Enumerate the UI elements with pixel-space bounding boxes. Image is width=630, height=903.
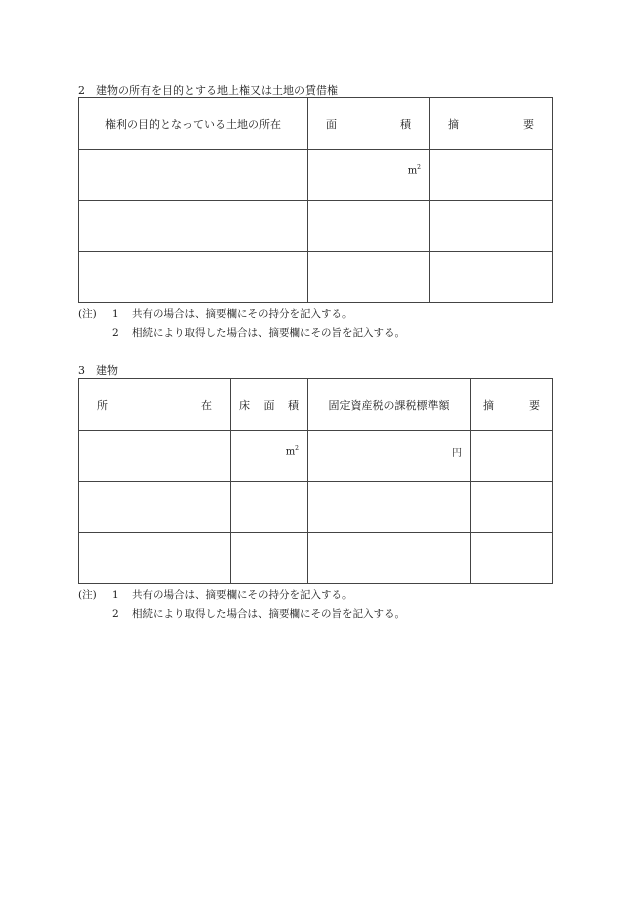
section2-remarks-cell[interactable] bbox=[430, 150, 553, 201]
section2-note-1: (注) 1 共有の場合は、摘要欄にその持分を記入する。 bbox=[78, 308, 353, 320]
section3-remarks-cell[interactable] bbox=[471, 533, 553, 584]
section2-area-cell[interactable] bbox=[308, 201, 430, 252]
section2-note-2: 2 相続により取得した場合は、摘要欄にその旨を記入する。 bbox=[112, 327, 405, 339]
table-row bbox=[79, 150, 553, 201]
section3-tax-value-cell[interactable] bbox=[308, 482, 471, 533]
section2-header-row bbox=[79, 98, 553, 150]
section3-note-2: 2 相続により取得した場合は、摘要欄にその旨を記入する。 bbox=[112, 608, 405, 620]
section3-location-cell[interactable] bbox=[79, 482, 231, 533]
section3-remarks-cell[interactable] bbox=[471, 431, 553, 482]
table-row bbox=[79, 431, 553, 482]
section3-header-location: 所 在 bbox=[79, 379, 231, 431]
section2-table bbox=[78, 97, 553, 303]
section2-header-remarks: 摘 要 bbox=[430, 98, 553, 150]
section3-header-floor-area: 床 面 積 bbox=[231, 379, 308, 431]
section2-area-cell[interactable] bbox=[308, 150, 430, 201]
section2-location-cell[interactable] bbox=[79, 252, 308, 303]
section3-location-cell[interactable] bbox=[79, 533, 231, 584]
section3-tax-value-cell[interactable] bbox=[308, 533, 471, 584]
section2-location-cell[interactable] bbox=[79, 201, 308, 252]
section3-remarks-cell[interactable] bbox=[471, 482, 553, 533]
section2-heading: 2 建物の所有を目的とする地上権又は土地の賃借権 bbox=[78, 84, 338, 97]
section3-table bbox=[78, 378, 553, 584]
section3-header-row bbox=[79, 379, 553, 431]
section3-floor-area-cell[interactable] bbox=[231, 482, 308, 533]
section3-floor-area-cell[interactable] bbox=[231, 533, 308, 584]
section3-floor-area-cell[interactable] bbox=[231, 431, 308, 482]
yen-unit: 円 bbox=[452, 447, 462, 459]
section2-header-location: 権利の目的となっている土地の所在 bbox=[79, 98, 308, 150]
table-row bbox=[79, 533, 553, 584]
section2-area-cell[interactable] bbox=[308, 252, 430, 303]
section3-header-remarks: 摘 要 bbox=[471, 379, 553, 431]
table-row bbox=[79, 252, 553, 303]
section3-note-1: (注) 1 共有の場合は、摘要欄にその持分を記入する。 bbox=[78, 589, 353, 601]
section3-tax-value-cell[interactable] bbox=[308, 431, 471, 482]
section3-header-tax-value: 固定資産税の課税標準額 bbox=[308, 379, 471, 431]
section2-header-area: 面 積 bbox=[308, 98, 430, 150]
section3-location-cell[interactable] bbox=[79, 431, 231, 482]
section3-heading: 3 建物 bbox=[78, 364, 118, 377]
table-row bbox=[79, 201, 553, 252]
section2-remarks-cell[interactable] bbox=[430, 252, 553, 303]
section2-location-cell[interactable] bbox=[79, 150, 308, 201]
area-unit: $m^2$ bbox=[285, 444, 299, 458]
section2-remarks-cell[interactable] bbox=[430, 201, 553, 252]
table-row bbox=[79, 482, 553, 533]
area-unit: $m^2$ bbox=[407, 163, 421, 177]
